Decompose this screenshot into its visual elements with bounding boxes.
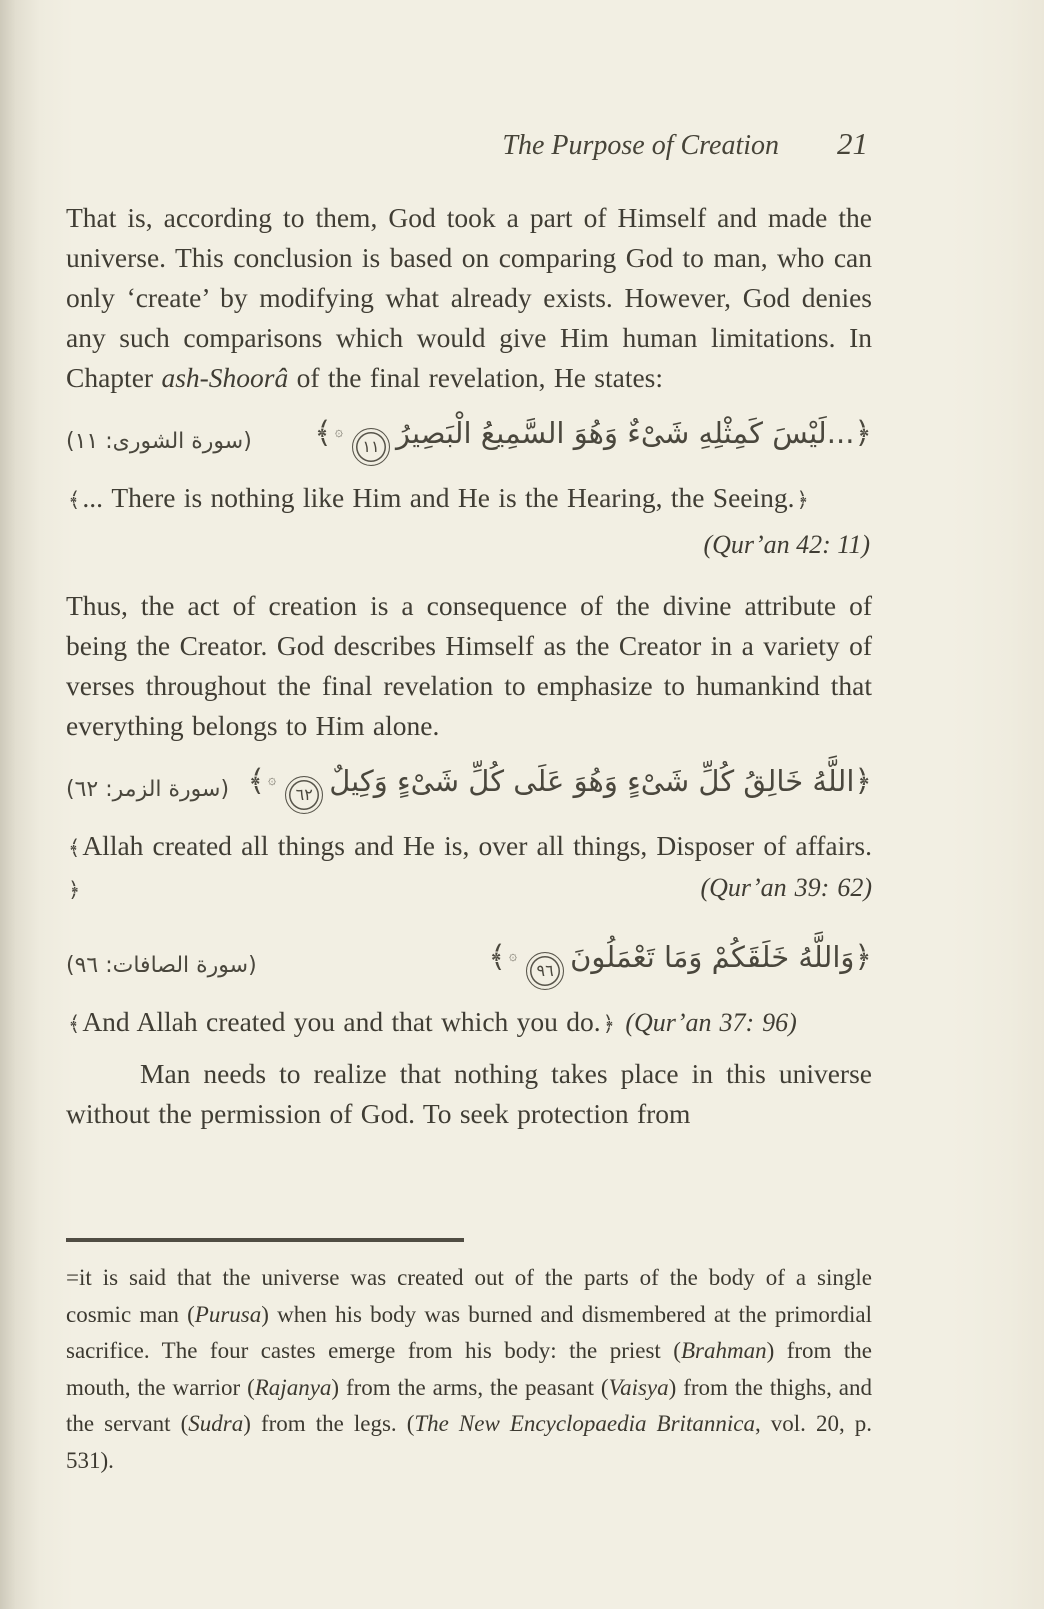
arabic-verse-3: [66, 940, 872, 990]
quran-citation-2: (Qur’an 39: 62): [700, 873, 872, 902]
flower-ornament-icon: ۞: [508, 948, 518, 964]
text-run-italic: The New Encyclopaedia Britannica: [414, 1411, 755, 1436]
text-run-italic: Purusa: [194, 1301, 262, 1327]
footnote-text: [66, 1260, 872, 1479]
translation-text: ... There is nothing like Him and He is the Hearing, the Seeing.: [82, 482, 795, 513]
ornate-open-bracket-icon: ﴿: [854, 764, 872, 799]
page-number: 21: [837, 126, 868, 161]
quran-citation-3: (Qur’an 37: 96): [625, 1008, 797, 1037]
quote-open-bracket-icon: ﴾: [68, 836, 81, 860]
arabic-verse-2-text: [247, 764, 872, 814]
text-run: Man needs to realize that nothing takes place in this universe without the permission of God. To seek protection from: [66, 1058, 872, 1129]
surah-reference-3: (سورة الصافات: ٩٦): [66, 952, 257, 978]
surah-reference-1: (سورة الشورى: ١١): [66, 428, 252, 454]
ayah-number-marker: ٩٦: [526, 952, 564, 990]
arabic-verse-2: [66, 764, 872, 814]
ayah-number-marker: ١١: [352, 428, 390, 466]
ornate-close-bracket-icon: ﴾: [247, 764, 266, 799]
text-run: ) from the arms, the peasant (: [331, 1374, 609, 1400]
text-run: , vol. 20, p. 531).: [66, 1411, 872, 1473]
arabic-verse-1: [66, 416, 872, 466]
quote-close-bracket-icon: ﴿: [796, 488, 809, 512]
text-run-italic: ash-Shoorâ: [161, 362, 289, 393]
quote-close-bracket-icon: ﴿: [68, 878, 81, 902]
translation-text: Allah created all things and He is, over all things, Disposer of affairs.: [82, 830, 872, 861]
text-run-italic: Brahman: [680, 1338, 767, 1363]
flower-ornament-icon: ۞: [268, 772, 277, 788]
ornate-close-bracket-icon: ﴾: [314, 416, 332, 451]
quran-citation-1: (Qur’an 42: 11): [703, 530, 870, 559]
quote-close-bracket-icon: ﴿: [602, 1012, 615, 1036]
text-run-italic: Vaisya: [608, 1374, 669, 1400]
verse-words: اللَّهُ خَالِقُ كُلِّ شَىْءٍ وَهُوَ عَلَى كُلِّ شَىْءٍ وَكِيلٌ: [329, 764, 855, 798]
running-title: The Purpose of Creation: [502, 130, 779, 161]
verse-translation-3: [66, 1002, 872, 1044]
text-run-italic: Rajanya: [254, 1374, 332, 1400]
text-run: ) from the legs. (: [243, 1411, 415, 1436]
flower-ornament-icon: ۞: [334, 424, 343, 440]
verse-words: ...لَيْسَ كَمِثْلِهِ شَىْءٌ وَهُوَ السَّمِيعُ الْبَصِيرُ: [396, 416, 855, 450]
arabic-verse-1-text: [314, 416, 872, 466]
quote-open-bracket-icon: ﴾: [68, 488, 81, 512]
arabic-verse-3-text: [488, 940, 872, 990]
text-run: ) when his body was burned and dismembered at the primordial sacrifice. The four castes emerge from his body: the priest (: [66, 1301, 873, 1363]
verse-translation-1: [66, 478, 872, 520]
text-run: That is, according to them, God took a part of Himself and made the universe. This conclusion is based on comparing God to man, who can only ‘create’ by modifying what already exists. However, God denies any such comparisons which would give Him human limitations. In Chapter: [66, 202, 872, 393]
text-run: =it is said that the universe was created out of the parts of the body of a single cosmic man (: [66, 1265, 872, 1327]
page-header: [66, 126, 872, 162]
paragraph-3: [66, 1054, 872, 1134]
paragraph-1: [66, 198, 872, 398]
ornate-open-bracket-icon: ﴿: [854, 416, 872, 451]
ayah-number-marker: ٦٢: [285, 776, 323, 814]
text-run-italic: Sudra: [188, 1411, 244, 1436]
verse-translation-2: [66, 826, 872, 910]
paragraph-2: [66, 586, 872, 746]
text-run: of the final revelation, He states:: [288, 362, 664, 393]
quote-open-bracket-icon: ﴾: [68, 1012, 81, 1036]
ornate-close-bracket-icon: ﴾: [488, 940, 506, 975]
surah-reference-2: (سورة الزمر: ٦٢): [66, 776, 230, 802]
text-run: Thus, the act of creation is a consequence of the divine attribute of being the Creator. God describes Himself as the Creator in a variety of verses throughout the final revelation to emphasize to humankind that everything belongs to Him alone.: [66, 590, 872, 741]
ornate-open-bracket-icon: ﴿: [854, 940, 872, 975]
text-run: ) from the mouth, the warrior (: [66, 1338, 872, 1400]
text-run: ) from the thighs, and the servant (: [66, 1374, 872, 1436]
translation-text: And Allah created you and that which you do.: [82, 1006, 601, 1037]
footnote-separator: [66, 1238, 464, 1242]
verse-words: وَاللَّهُ خَلَقَكُمْ وَمَا تَعْمَلُونَ: [570, 940, 855, 974]
